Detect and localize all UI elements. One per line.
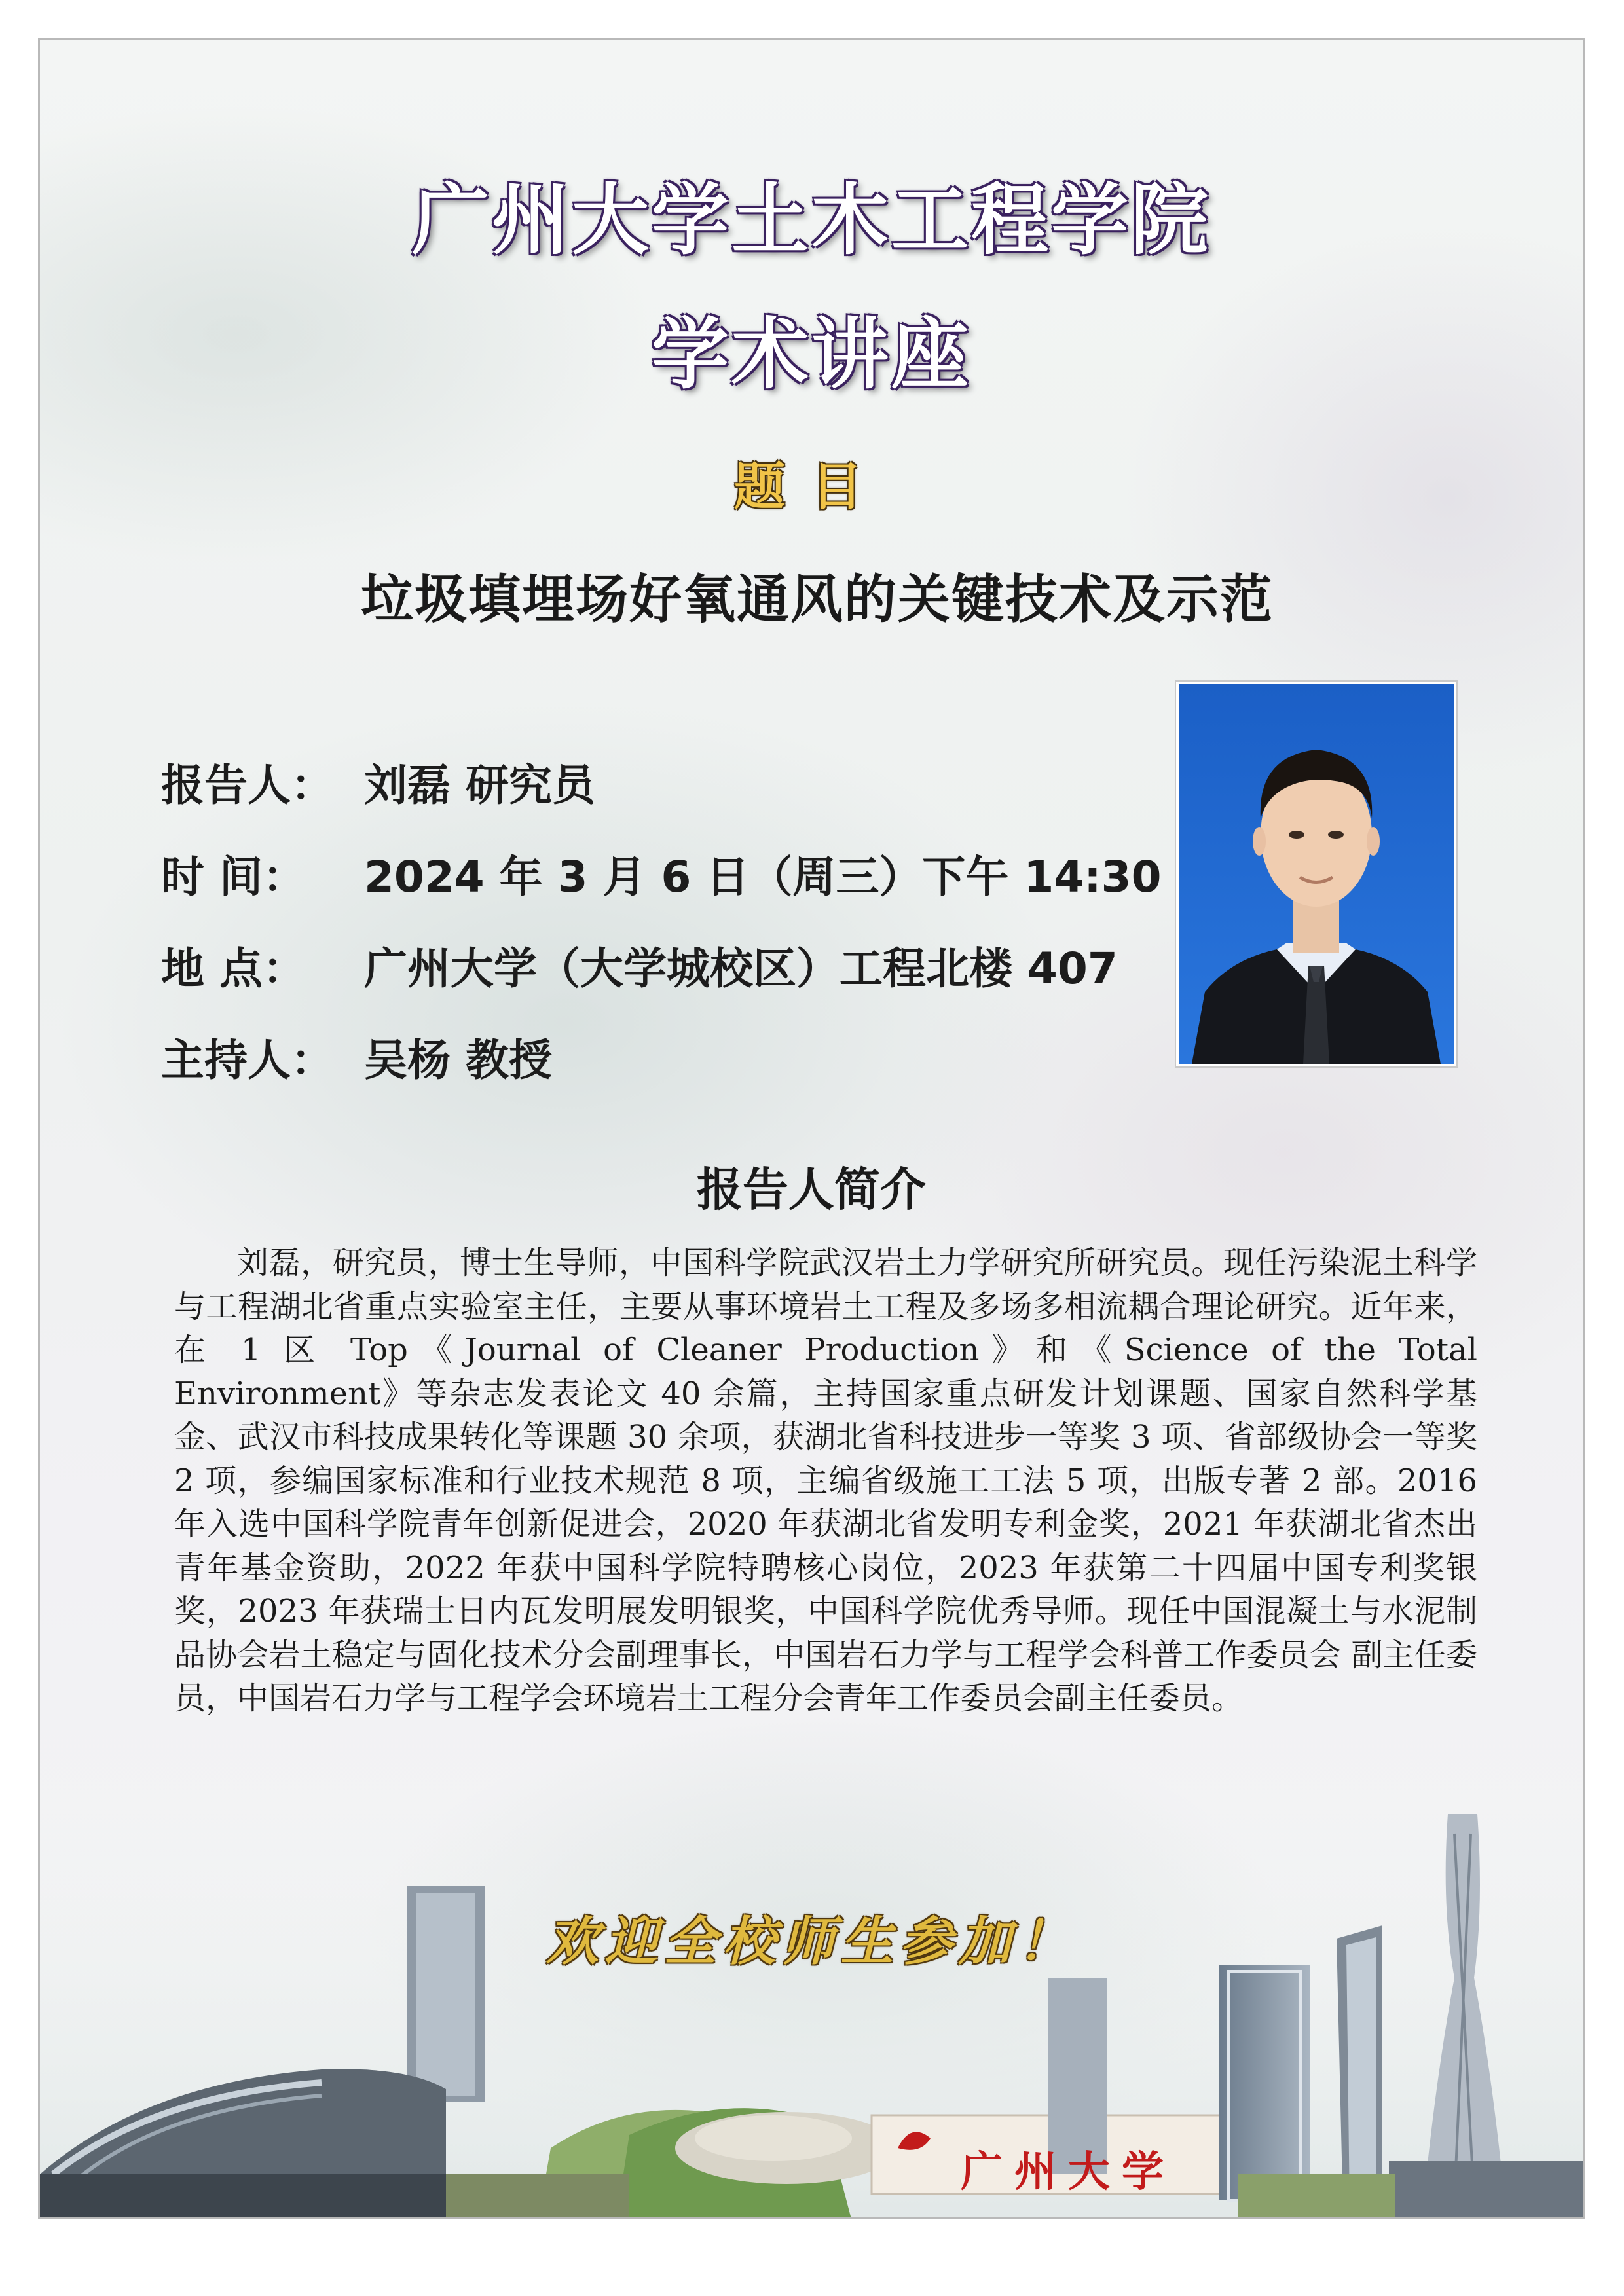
place-value: 广州大学（大学城校区）工程北楼 407 bbox=[364, 943, 1118, 994]
speaker-label: 报告人： bbox=[161, 760, 334, 811]
speaker-photo bbox=[1176, 682, 1456, 1066]
host-value: 吴杨 教授 bbox=[364, 1035, 552, 1085]
host-label: 主持人： bbox=[161, 1035, 334, 1085]
time-label: 时 间： bbox=[161, 852, 306, 902]
place-row bbox=[161, 934, 1118, 996]
bio-text: 刘磊，研究员，博士生导师，中国科学院武汉岩土力学研究所研究员。现任污染泥土科学与工程湖北省重点实验室主任，主要从事环境岩土工程及多场多相流耦合理论研究。近年来，在 1 区 Top《Journal of Cleaner Production》和《Science of the Total Environment》等杂志发表论文 40 余篇，主持国家重点研发计划课题、国家自然科学基金、武汉市科技成果转化等课题 30 余项，获湖北省科技进步一等奖 3 项、省部级协会一等奖 2 项，参编国家标准和行业技术规范 8 项，主编省级施工工法 5 项，出版专著 2 部。2016 年入选中国科学院青年创新促进会，2020 年获湖北省发明专利金奖，2021 年获湖北省杰出青年基金资助，2022 年获中国科学院特聘核心岗位，2023 年获第二十四届中国专利奖银奖，2023 年获瑞士日内瓦发明展发明银奖，中国科学院优秀导师。现任中国混凝土与水泥制品协会岩土稳定与固化技术分会副理事长，中国岩石力学与工程学会科普工作委员会 副主任委员，中国岩石力学与工程学会环境岩土工程分会青年工作委员会副主任委员。 bbox=[174, 1245, 1477, 1717]
gate-inscription: 广州大学 bbox=[961, 2147, 1175, 2196]
speaker-value: 刘磊 研究员 bbox=[364, 760, 595, 811]
topic-title: 垃圾填埋场好氧通风的关键技术及示范 bbox=[361, 569, 1274, 630]
host-row bbox=[161, 1025, 552, 1087]
place-label: 地 点： bbox=[161, 943, 306, 994]
poster bbox=[38, 38, 1585, 2219]
topic-label: 题目 bbox=[733, 458, 889, 517]
speaker-row bbox=[161, 750, 595, 812]
welcome-message: 欢迎全校师生参加！ bbox=[546, 1910, 1077, 1972]
time-row bbox=[161, 842, 1162, 904]
poster-subtitle: 学术讲座 bbox=[651, 309, 971, 399]
portrait-illustration bbox=[1179, 684, 1454, 1064]
bio-heading: 报告人简介 bbox=[697, 1163, 926, 1216]
time-value: 2024 年 3 月 6 日（周三）下午 14:30 bbox=[364, 852, 1162, 902]
campus-skyline-illustration bbox=[40, 1808, 1585, 2219]
poster-title: 广州大学土木工程学院 bbox=[411, 175, 1211, 265]
